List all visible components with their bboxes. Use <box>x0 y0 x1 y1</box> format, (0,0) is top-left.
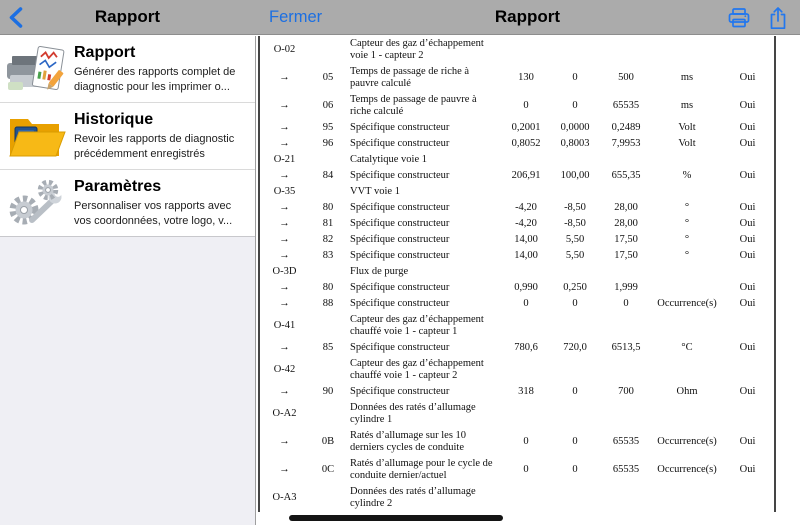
navigation-bar <box>0 0 800 35</box>
supported-cell: Oui <box>739 234 756 245</box>
supported-cell: Oui <box>739 250 756 261</box>
pid-cell <box>309 400 347 428</box>
sidebar-item-title: Historique <box>74 111 154 129</box>
min-cell <box>551 264 599 280</box>
description-cell: Spécifique constructeur <box>350 202 450 213</box>
supported-cell: Oui <box>739 202 756 213</box>
max-cell: 700 <box>618 386 634 397</box>
group-cell: → <box>279 234 290 245</box>
value-cell: 318 <box>518 386 534 397</box>
supported-cell <box>721 184 775 200</box>
description-cell: Ratés d’allumage pour le cycle de conduite dernier/actuel <box>350 458 493 481</box>
table-row <box>259 296 775 312</box>
group-cell: → <box>279 218 290 229</box>
min-cell: 0 <box>572 464 578 475</box>
report-nav-bar <box>255 0 800 34</box>
table-row <box>259 232 775 248</box>
unit-cell <box>653 36 721 64</box>
description-cell: Spécifique constructeur <box>350 170 450 181</box>
description-cell: Spécifique constructeur <box>350 386 450 397</box>
report-title: Rapport <box>494 7 561 26</box>
min-cell: 0 <box>572 100 578 111</box>
pid-cell: 0C <box>321 464 335 475</box>
max-cell <box>599 356 653 384</box>
supported-cell: Oui <box>739 464 756 475</box>
supported-cell <box>721 152 775 168</box>
min-cell: -8,50 <box>564 218 586 229</box>
supported-cell <box>721 400 775 428</box>
value-cell: 0 <box>523 298 529 309</box>
unit-cell <box>653 264 721 280</box>
supported-cell <box>721 36 775 64</box>
sidebar-item-text <box>74 111 247 161</box>
close-button[interactable]: Fermer <box>269 7 323 26</box>
settings-gears-icon <box>6 177 66 229</box>
description-cell: Spécifique constructeur <box>350 122 450 133</box>
unit-cell <box>653 484 721 512</box>
unit-cell: ms <box>680 100 694 111</box>
sidebar-item-historique[interactable] <box>0 102 255 169</box>
max-cell: 7,9953 <box>611 138 641 149</box>
pid-cell: 88 <box>322 298 334 309</box>
unit-cell <box>653 184 721 200</box>
min-cell: 5,50 <box>565 234 585 245</box>
table-row <box>259 120 775 136</box>
pid-cell: 0B <box>321 436 335 447</box>
value-cell: 14,00 <box>514 234 538 245</box>
sidebar-item-text <box>74 44 247 94</box>
max-cell: 28,00 <box>614 218 638 229</box>
group-cell: → <box>279 342 290 353</box>
min-cell: 0 <box>572 386 578 397</box>
group-cell: O-42 <box>273 364 296 375</box>
pid-cell: 80 <box>322 202 334 213</box>
history-folder-icon <box>6 110 66 162</box>
supported-cell <box>721 264 775 280</box>
supported-cell <box>721 356 775 384</box>
max-cell <box>599 484 653 512</box>
supported-cell: Oui <box>739 100 756 111</box>
sidebar-item-title: Paramètres <box>74 178 162 196</box>
table-row <box>259 456 775 484</box>
supported-cell: Oui <box>739 298 756 309</box>
description-cell: Capteur des gaz d’échappement chauffé voie 1 - capteur 2 <box>350 358 484 381</box>
max-cell: 65535 <box>612 464 640 475</box>
description-cell: Spécifique constructeur <box>350 138 450 149</box>
min-cell <box>551 484 599 512</box>
value-cell: 130 <box>518 72 534 83</box>
table-row <box>259 184 775 200</box>
pid-cell <box>309 484 347 512</box>
description-cell: Ratés d’allumage sur les 10 derniers cycles de conduite <box>350 430 467 453</box>
value-cell <box>501 36 551 64</box>
unit-cell: ° <box>684 218 690 229</box>
value-cell: 780,6 <box>514 342 538 353</box>
max-cell: 17,50 <box>614 250 638 261</box>
table-row <box>259 92 775 120</box>
min-cell: 5,50 <box>565 250 585 261</box>
description-cell: Spécifique constructeur <box>350 298 450 309</box>
max-cell <box>599 152 653 168</box>
min-cell: 720,0 <box>563 342 587 353</box>
unit-cell: ° <box>684 234 690 245</box>
min-cell <box>551 356 599 384</box>
max-cell: 17,50 <box>614 234 638 245</box>
value-cell <box>501 484 551 512</box>
description-cell: Spécifique constructeur <box>350 342 450 353</box>
table-row <box>259 152 775 168</box>
min-cell <box>551 36 599 64</box>
value-cell: -4,20 <box>515 218 537 229</box>
max-cell: 0 <box>623 298 629 309</box>
table-row <box>259 400 775 428</box>
unit-cell: ° <box>684 202 690 213</box>
value-cell: 206,91 <box>511 170 541 181</box>
description-cell: Données des ratés d’allumage cylindre 2 <box>350 486 476 509</box>
min-cell: 0,0000 <box>560 122 590 133</box>
supported-cell: Oui <box>739 138 756 149</box>
value-cell: -4,20 <box>515 202 537 213</box>
min-cell: 0 <box>572 436 578 447</box>
group-cell: → <box>279 250 290 261</box>
unit-cell: Occurrence(s) <box>657 436 717 447</box>
supported-cell: Oui <box>739 122 756 133</box>
max-cell <box>599 184 653 200</box>
supported-cell: Oui <box>739 282 756 293</box>
table-row <box>259 384 775 400</box>
min-cell <box>551 152 599 168</box>
group-cell: O-02 <box>273 44 296 55</box>
group-cell: → <box>279 464 290 475</box>
sidebar-item-description: Personnaliser vos rapports avec vos coordonnées, votre logo, v... <box>74 200 233 227</box>
group-cell: O-41 <box>273 320 296 331</box>
nav-action-buttons <box>727 0 788 35</box>
group-cell: → <box>279 298 290 309</box>
unit-cell: Volt <box>678 122 696 133</box>
supported-cell <box>721 484 775 512</box>
max-cell: 65535 <box>612 100 640 111</box>
unit-cell: ° <box>684 250 690 261</box>
table-row <box>259 264 775 280</box>
max-cell: 6513,5 <box>611 342 641 353</box>
value-cell: 0 <box>523 436 529 447</box>
table-row <box>259 216 775 232</box>
value-cell <box>501 264 551 280</box>
max-cell: 28,00 <box>614 202 638 213</box>
supported-cell: Oui <box>739 218 756 229</box>
value-cell: 14,00 <box>514 250 538 261</box>
group-cell: → <box>279 202 290 213</box>
table-row <box>259 428 775 456</box>
sidebar-item-parametres[interactable] <box>0 169 255 236</box>
description-cell: Capteur des gaz d’échappement voie 1 - capteur 2 <box>350 38 484 61</box>
pid-cell: 84 <box>322 170 334 181</box>
group-cell: → <box>279 282 290 293</box>
min-cell: 100,00 <box>560 170 590 181</box>
max-cell: 1,999 <box>614 282 638 293</box>
pid-cell <box>309 312 347 340</box>
unit-cell: Occurrence(s) <box>657 464 717 475</box>
unit-cell: ms <box>680 72 694 83</box>
min-cell <box>551 400 599 428</box>
unit-cell: Occurrence(s) <box>657 298 717 309</box>
sidebar-item-text <box>74 178 247 228</box>
table-row <box>259 312 775 340</box>
max-cell <box>599 312 653 340</box>
table-row <box>259 64 775 92</box>
table-row <box>259 136 775 152</box>
unit-cell: Ohm <box>676 386 698 397</box>
min-cell: -8,50 <box>564 202 586 213</box>
max-cell: 0,2489 <box>611 122 641 133</box>
min-cell: 0,8003 <box>560 138 590 149</box>
pid-cell: 85 <box>322 342 334 353</box>
pid-cell <box>309 36 347 64</box>
unit-cell <box>653 280 721 296</box>
back-chevron-icon[interactable] <box>9 7 23 28</box>
table-row <box>259 340 775 356</box>
description-cell: Capteur des gaz d’échappement chauffé voie 1 - capteur 1 <box>350 314 484 337</box>
supported-cell <box>721 312 775 340</box>
description-cell: Temps de passage de pauvre à riche calculé <box>350 94 477 117</box>
description-cell: Catalytique voie 1 <box>350 154 427 165</box>
sidebar-nav-bar <box>0 0 255 34</box>
min-cell: 0 <box>572 298 578 309</box>
max-cell: 65535 <box>612 436 640 447</box>
pid-cell: 96 <box>322 138 334 149</box>
value-cell: 0,8052 <box>511 138 541 149</box>
max-cell <box>599 264 653 280</box>
description-cell: Flux de purge <box>350 266 409 277</box>
max-cell <box>599 36 653 64</box>
group-cell: → <box>279 72 290 83</box>
pid-cell: 82 <box>322 234 334 245</box>
horizontal-scroll-indicator[interactable] <box>289 515 503 521</box>
pid-cell: 05 <box>322 72 334 83</box>
value-cell: 0,2001 <box>511 122 541 133</box>
pid-cell: 95 <box>322 122 334 133</box>
table-row <box>259 168 775 184</box>
pid-cell <box>309 356 347 384</box>
description-cell: VVT voie 1 <box>350 186 400 197</box>
pid-cell: 90 <box>322 386 334 397</box>
report-printer-icon <box>6 43 66 95</box>
report-preview-scroll-area[interactable] <box>257 36 800 525</box>
supported-cell: Oui <box>739 342 756 353</box>
sidebar-menu <box>0 36 255 237</box>
pid-cell: 80 <box>322 282 334 293</box>
supported-cell: Oui <box>739 72 756 83</box>
description-cell: Spécifique constructeur <box>350 250 450 261</box>
report-table <box>258 36 776 512</box>
pid-cell: 83 <box>322 250 334 261</box>
group-cell: → <box>279 100 290 111</box>
description-cell: Spécifique constructeur <box>350 234 450 245</box>
max-cell: 655,35 <box>611 170 641 181</box>
group-cell: → <box>279 436 290 447</box>
table-row <box>259 36 775 64</box>
unit-cell <box>653 312 721 340</box>
table-row <box>259 356 775 384</box>
value-cell <box>501 152 551 168</box>
value-cell: 0 <box>523 100 529 111</box>
group-cell: → <box>279 138 290 149</box>
pid-cell <box>309 184 347 200</box>
value-cell <box>501 184 551 200</box>
group-cell: O-3D <box>272 266 297 277</box>
sidebar-item-title: Rapport <box>74 44 136 62</box>
max-cell: 500 <box>618 72 634 83</box>
pid-cell: 06 <box>322 100 334 111</box>
pid-cell <box>309 152 347 168</box>
unit-cell <box>653 400 721 428</box>
report-table-body <box>259 36 775 512</box>
value-cell: 0,990 <box>514 282 538 293</box>
table-row <box>259 248 775 264</box>
max-cell <box>599 400 653 428</box>
sidebar-item-rapport[interactable] <box>0 36 255 102</box>
description-cell: Temps de passage de riche à pauvre calculé <box>350 66 470 89</box>
group-cell: O-A2 <box>272 408 297 419</box>
value-cell <box>501 312 551 340</box>
share-icon[interactable] <box>768 6 788 30</box>
pid-cell: 81 <box>322 218 334 229</box>
sidebar-item-description: Générer des rapports complet de diagnostic pour les imprimer o... <box>74 66 236 93</box>
supported-cell: Oui <box>739 436 756 447</box>
supported-cell: Oui <box>739 170 756 181</box>
table-row <box>259 200 775 216</box>
group-cell: O-A3 <box>272 492 297 503</box>
min-cell <box>551 184 599 200</box>
group-cell: O-21 <box>273 154 296 165</box>
description-cell: Spécifique constructeur <box>350 218 450 229</box>
unit-cell: Volt <box>678 138 696 149</box>
unit-cell <box>653 356 721 384</box>
min-cell <box>551 312 599 340</box>
group-cell: O-35 <box>273 186 296 197</box>
pid-cell <box>309 264 347 280</box>
group-cell: → <box>279 170 290 181</box>
supported-cell: Oui <box>739 386 756 397</box>
value-cell <box>501 356 551 384</box>
table-row <box>259 280 775 296</box>
description-cell: Données des ratés d’allumage cylindre 1 <box>350 402 476 425</box>
group-cell: → <box>279 122 290 133</box>
min-cell: 0 <box>572 72 578 83</box>
sidebar-nav-title: Rapport <box>94 7 161 26</box>
sidebar-item-description: Revoir les rapports de diagnostic précédemment enregistrés <box>74 133 235 160</box>
table-row <box>259 484 775 512</box>
value-cell: 0 <box>523 464 529 475</box>
value-cell <box>501 400 551 428</box>
unit-cell: % <box>682 170 692 181</box>
description-cell: Spécifique constructeur <box>350 282 450 293</box>
sidebar <box>0 36 256 525</box>
print-icon[interactable] <box>727 8 751 28</box>
unit-cell <box>653 152 721 168</box>
group-cell: → <box>279 386 290 397</box>
unit-cell: °C <box>681 342 693 353</box>
min-cell: 0,250 <box>563 282 587 293</box>
